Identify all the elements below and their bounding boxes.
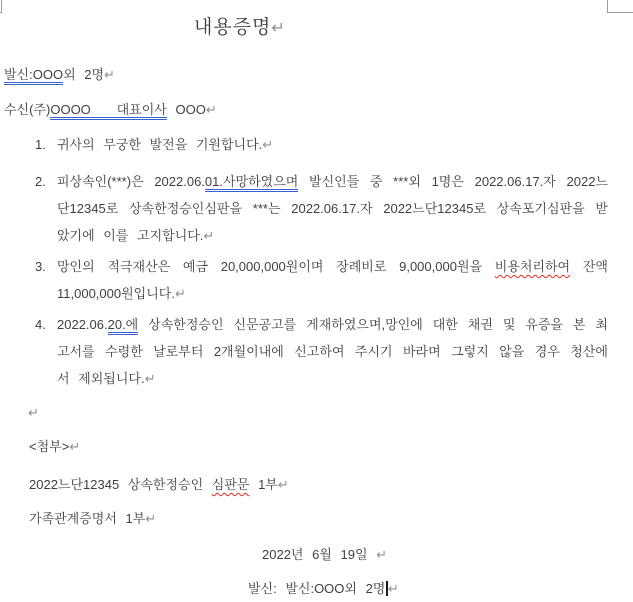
text-run: 았기에 이를 고지합니다. [57, 228, 204, 243]
text-run: <첨부> [29, 439, 70, 454]
word-token [105, 338, 143, 365]
paragraph-attach-heading [29, 433, 80, 460]
paragraph-mark-icon: ↵ [28, 405, 39, 420]
text-run: 채권 [467, 317, 493, 332]
text-run: 게재하였으며,망인에 [306, 317, 423, 332]
word-token [468, 311, 493, 338]
text-run: 20,000,000원이며 [220, 259, 324, 274]
paragraph-mark-icon: ↵ [69, 439, 81, 454]
text-run: 상속한정승인심판을 [129, 201, 243, 216]
grammar-underlined-text: 01.사망하였으며 [205, 174, 298, 192]
text-line [262, 541, 387, 568]
text-line [28, 399, 39, 426]
paragraph-mark-icon: ↵ [262, 137, 274, 152]
grammar-underlined-text: 발신:OOO [4, 67, 63, 85]
text-line [57, 131, 608, 158]
text-run: 단12345로 [57, 201, 119, 216]
word-token [393, 168, 421, 195]
text-line [57, 168, 608, 195]
paragraph-item-2 [35, 168, 608, 249]
text-run: 수령한 [105, 344, 143, 359]
paragraph-recipient [4, 96, 217, 123]
text-run: 최 [595, 317, 608, 332]
text-run: 2022년 6월 19일 [262, 547, 377, 562]
text-run: 발신: 발신:OOO외 2명 [248, 581, 386, 596]
list-number: 3. [35, 259, 46, 274]
paragraph-sender [4, 61, 115, 88]
word-token [570, 338, 608, 365]
text-run: 서 제외됩니다. [57, 371, 145, 386]
paragraph-mark-icon: ↵ [104, 67, 115, 82]
paragraph-attach-doc1 [29, 471, 289, 498]
text-line [194, 15, 285, 42]
paragraph-mark-icon: ↵ [277, 477, 289, 492]
text-run: 및 [502, 317, 516, 332]
text-run: 청산에 [570, 344, 608, 359]
word-token [475, 168, 556, 195]
text-run: 망인의 [57, 259, 95, 274]
text-run: 2022.06. [154, 174, 205, 189]
text-run: 발신인들 [309, 174, 360, 189]
text-line [57, 365, 608, 392]
text-run: 1부 [249, 477, 278, 492]
text-line [29, 433, 80, 460]
paragraph-signature [248, 575, 399, 602]
word-token [309, 168, 359, 195]
word-token [183, 253, 208, 280]
text-line [57, 338, 608, 365]
word-token [383, 195, 486, 222]
list-number: 4. [35, 317, 46, 332]
word-token [432, 168, 464, 195]
list-number: 1. [35, 137, 46, 152]
grammar-underlined-text: OOOO 대표이사 [50, 102, 167, 120]
word-token [583, 253, 608, 280]
paragraph-attach-doc2 [29, 505, 156, 532]
text-run: 경우 [534, 344, 560, 359]
text-run: 중 [369, 174, 383, 189]
margin-crop-mark-top-left-icon [1, 0, 2, 12]
paragraph-mark-icon: ↵ [203, 228, 215, 243]
text-run: 바라며 [403, 344, 441, 359]
spell-underlined-text: 심판문 [211, 477, 250, 492]
word-token [107, 253, 170, 280]
word-token [57, 338, 95, 365]
text-line [57, 280, 608, 307]
word-token [129, 195, 242, 222]
spell-underlined-text: 비용처리하여 [494, 259, 571, 274]
text-line [248, 575, 399, 602]
paragraph-item-1 [35, 131, 608, 158]
text-run: ***는 [252, 201, 281, 216]
word-token [148, 311, 223, 338]
margin-crop-mark-top-right-icon [607, 12, 633, 13]
word-token [451, 338, 489, 365]
text-run: 날로부터 [153, 344, 204, 359]
word-token [57, 311, 138, 338]
word-token [57, 168, 144, 195]
text-run: 수신(주) [4, 102, 51, 117]
text-run: 내용증명 [194, 17, 272, 38]
paragraph-mark-icon: ↵ [387, 581, 399, 596]
text-run: 주시기 [354, 344, 393, 359]
word-token [154, 168, 298, 195]
text-line [29, 471, 289, 498]
text-run: 1명은 [431, 174, 464, 189]
paragraph-spacer [28, 399, 39, 426]
paragraph-mark-icon: ↵ [144, 371, 156, 386]
word-token [525, 311, 563, 338]
word-token [535, 338, 560, 365]
text-run: 신고하여 [294, 344, 345, 359]
text-run: 그렇지 [451, 344, 489, 359]
text-run: 신문공고를 [233, 317, 297, 332]
text-run: 잔액 [582, 259, 608, 274]
text-run: 장례비로 [336, 259, 387, 274]
word-token [291, 195, 372, 222]
word-token [399, 253, 482, 280]
text-run: 본 [572, 317, 586, 332]
text-line [57, 311, 608, 338]
word-token [595, 195, 608, 222]
paragraph-mark-icon: ↵ [205, 102, 217, 117]
word-token [595, 311, 608, 338]
text-run: 고서를 [57, 344, 95, 359]
text-run: 적극재산은 [107, 259, 171, 274]
text-run: 11,000,000원입니다. [57, 286, 175, 301]
text-run: 피상속인(***)은 [57, 174, 144, 189]
word-token [370, 168, 383, 195]
text-line [57, 195, 608, 222]
text-run: 받 [595, 201, 608, 216]
text-run: 2022.06. [57, 317, 108, 332]
text-line [4, 61, 115, 88]
text-run: 외 2명 [63, 67, 105, 82]
text-line [57, 222, 608, 249]
text-run: 귀사의 무궁한 발전을 기원합니다. [57, 137, 263, 152]
word-token [153, 338, 203, 365]
text-line [29, 505, 156, 532]
paragraph-mark-icon: ↵ [376, 547, 388, 562]
text-run: 2022.06.17.자 [291, 201, 373, 216]
list-number: 2. [35, 174, 46, 189]
text-run: 2개월이내에 [213, 344, 284, 359]
word-token [294, 338, 344, 365]
word-token [499, 338, 524, 365]
word-token [57, 195, 118, 222]
text-run: ***외 [393, 174, 421, 189]
text-run: 않을 [499, 344, 525, 359]
word-token [221, 253, 324, 280]
margin-crop-mark-top-left-icon [0, 12, 2, 13]
paragraph-date [262, 541, 387, 568]
text-run: OOO [166, 102, 206, 117]
word-token [573, 311, 586, 338]
word-token [57, 253, 95, 280]
text-run: 예금 [182, 259, 209, 274]
paragraph-mark-icon: ↵ [145, 511, 157, 526]
text-run: 상속포기심판을 [496, 201, 585, 216]
text-run: 2022느단12345로 [383, 201, 486, 216]
paragraph-mark-icon: ↵ [174, 286, 186, 301]
word-token [497, 195, 585, 222]
word-token [214, 338, 284, 365]
word-token [567, 168, 608, 195]
word-token [253, 195, 281, 222]
paragraph-title [194, 15, 285, 42]
word-token [503, 311, 516, 338]
text-run: 대한 [432, 317, 458, 332]
text-run: 가족관계증명서 1부 [29, 511, 146, 526]
grammar-underlined-text: 20.에 [108, 317, 139, 335]
word-token [403, 338, 441, 365]
text-line [57, 253, 608, 280]
text-run: 9,000,000원을 [399, 259, 483, 274]
word-token [306, 311, 423, 338]
word-token [355, 338, 393, 365]
text-run: 2022.06.17.자 [474, 174, 556, 189]
text-run: 2022느 [566, 174, 608, 189]
text-run: 상속한정승인 [148, 317, 224, 332]
text-line [4, 96, 217, 123]
paragraph-item-3 [35, 253, 608, 307]
text-run: 유증을 [525, 317, 563, 332]
paragraph-mark-icon: ↵ [271, 20, 285, 37]
word-token [433, 311, 458, 338]
paragraph-item-4 [35, 311, 608, 392]
word-token [233, 311, 296, 338]
word-token [495, 253, 570, 280]
word-token [336, 253, 386, 280]
text-run: 2022느단12345 상속한정승인 [29, 477, 212, 492]
